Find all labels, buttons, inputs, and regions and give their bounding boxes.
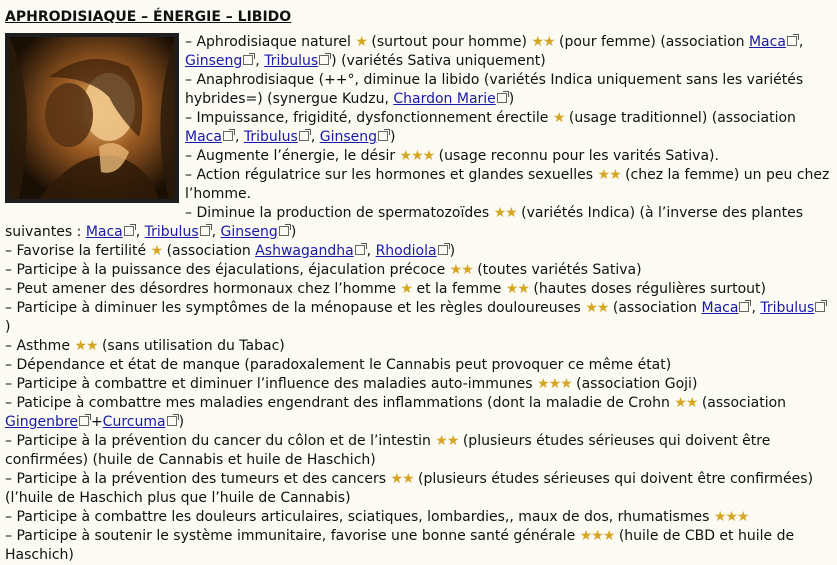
list-item-text: ) — [290, 224, 297, 240]
list-item-text: , — [211, 224, 221, 240]
list-item-text: , — [798, 34, 804, 50]
list-item-text: (hautes doses régulières surtout) — [528, 281, 766, 297]
plant-link[interactable]: Tribulus — [264, 53, 319, 69]
list-item-text: – Asthme — [5, 338, 75, 354]
star-rating-icon: ★★★ — [579, 528, 615, 544]
external-link-icon — [378, 131, 388, 141]
plant-link[interactable]: Maca — [701, 300, 739, 316]
star-rating-icon: ★ — [355, 34, 367, 50]
list-item-text: – Peut amener des désordres hormonaux chez l’homme — [5, 281, 401, 297]
star-rating-icon: ★★ — [74, 338, 98, 354]
list-item — [5, 356, 831, 375]
list-item-text: – Dépendance et état de manque (paradoxalement le Cannabis peut provoquer ce même état) — [5, 357, 672, 373]
list-item-text: (association — [608, 300, 702, 316]
external-link-icon — [787, 36, 797, 46]
list-item-text: , — [135, 224, 145, 240]
list-item-text: ) (variétés Sativa uniquement) — [331, 53, 546, 69]
list-item-text: (association — [697, 395, 787, 411]
list-item-text: et la femme — [412, 281, 506, 297]
list-item — [5, 432, 831, 470]
list-item-text: (association Goji) — [571, 376, 698, 392]
star-rating-icon: ★★ — [585, 300, 609, 316]
list-item — [5, 204, 831, 242]
star-rating-icon: ★ — [400, 281, 413, 297]
external-link-icon — [438, 245, 448, 255]
list-item-text: , — [234, 129, 244, 145]
list-item-text: – Diminue la production de spermatozoïdes — [185, 205, 494, 221]
list-item-text: – Participe à diminuer les symptômes de la ménopause et les règles douloureuses — [5, 300, 586, 316]
list-item-text: – Anaphrodisiaque (++°, diminue la libido (variétés Indica uniquement sans les variétés hybrides=) (synergue Kudzu, — [185, 72, 804, 107]
plant-link[interactable]: Ginseng — [319, 129, 377, 145]
list-item — [5, 527, 831, 565]
page-title: APHRODISIAQUE – ÉNERGIE – LIBIDO — [5, 9, 292, 25]
star-rating-icon: ★★ — [435, 433, 459, 449]
list-item — [5, 242, 831, 261]
external-link-icon — [279, 226, 289, 236]
list-item-text: – Participe à la puissance des éjaculations, éjaculation précoce — [5, 262, 450, 278]
star-rating-icon: ★★ — [449, 262, 473, 278]
list-item-text: ) — [178, 414, 185, 430]
list-item-text: (pour femme) (association — [554, 34, 749, 50]
plant-link[interactable]: Maca — [185, 129, 222, 145]
list-item-text: – Participe à combattre et diminuer l’influence des maladies auto-immunes — [5, 376, 538, 392]
list-item-text: (huile de CBD et huile de Haschich) — [5, 528, 795, 563]
list-item-text: – Participe à combattre les douleurs articulaires, sciatiques, lombardies,, maux de dos, rhumatismes — [5, 509, 714, 525]
plant-link[interactable]: Gingenbre — [5, 414, 78, 430]
external-link-icon — [739, 302, 749, 312]
star-rating-icon: ★ — [552, 110, 565, 126]
list-item-text: (usage reconnu pour les varités Sativa). — [434, 148, 719, 164]
plant-link[interactable]: Chardon Marie — [393, 91, 496, 107]
plant-link[interactable]: Ginseng — [220, 224, 278, 240]
plant-link[interactable]: Ginseng — [185, 53, 243, 69]
star-rating-icon: ★★ — [390, 471, 414, 487]
list-item-text: – Participe à la prévention du cancer du côlon et de l’intestin — [5, 433, 436, 449]
plant-link[interactable]: Ashwagandha — [255, 243, 354, 259]
list-item-text: ) — [5, 319, 11, 335]
list-item-text: , — [751, 300, 761, 316]
list-item-text: (usage traditionnel) (association — [564, 110, 796, 126]
list-item-text: – Participe à la prévention des tumeurs et des cancers — [5, 471, 391, 487]
illustration-image — [5, 33, 179, 203]
list-item-text: (toutes variétés Sativa) — [472, 262, 642, 278]
plant-link[interactable]: Tribulus — [243, 129, 298, 145]
star-rating-icon: ★★★ — [537, 376, 572, 392]
list-item-text: – Participe à soutenir le système immunitaire, favorise une bonne santé générale — [5, 528, 580, 544]
star-rating-icon: ★★★ — [399, 148, 435, 164]
list-item-text: , — [310, 129, 320, 145]
star-rating-icon: ★★ — [674, 395, 698, 411]
list-item-text: (sans utilisation du Tabac) — [97, 338, 285, 354]
list-item-text: , — [366, 243, 376, 259]
list-item-text: (plusieurs études sérieuses qui doivent être confirmées) (l’huile de Haschich plus que l’huile de Cannabis) — [5, 471, 814, 506]
list-item — [5, 394, 831, 432]
star-rating-icon: ★★★ — [713, 509, 749, 525]
list-item-text: – Favorise la fertilité — [5, 243, 151, 259]
plant-link[interactable]: Curcuma — [102, 414, 166, 430]
list-item-text: (plusieurs études sérieuses qui doivent être confirmées) (huile de Cannabis et huile de Haschich) — [5, 433, 771, 468]
external-link-icon — [815, 302, 825, 312]
plant-link[interactable]: Maca — [85, 224, 123, 240]
list-item-text: ) — [449, 243, 456, 259]
list-item-text: (association — [162, 243, 256, 259]
list-item — [5, 375, 831, 394]
external-link-icon — [319, 55, 329, 65]
list-item-text: – Action régulatrice sur les hormones et glandes sexuelles — [185, 167, 598, 183]
list-item-text: – Augmente l’énergie, le désir — [185, 148, 400, 164]
list-item — [5, 470, 831, 508]
external-link-icon — [124, 226, 134, 236]
list-item-text: ) — [390, 129, 396, 145]
external-link-icon — [299, 131, 309, 141]
list-item — [5, 299, 831, 337]
star-rating-icon: ★★ — [597, 167, 621, 183]
list-item — [5, 337, 831, 356]
external-link-icon — [79, 416, 89, 426]
external-link-icon — [223, 131, 233, 141]
external-link-icon — [243, 55, 253, 65]
plant-link[interactable]: Rhodiola — [375, 243, 437, 259]
list-item-text: (surtout pour homme) — [366, 34, 532, 50]
star-rating-icon: ★ — [150, 243, 163, 259]
external-link-icon — [200, 226, 210, 236]
list-item-text: (chez la femme) un peu chez l’homme. — [185, 167, 830, 202]
list-item-text: (variétés Indica) (à l’inverse des plantes suivantes : — [5, 205, 804, 240]
list-item-text: – Paticipe à combattre mes maladies engendrant des inflammations (dont la maladie de Crohn — [5, 395, 675, 411]
list-item-text: – Impuissance, frigidité, dysfonctionnement érectile — [185, 110, 553, 126]
list-item-text: ) — [508, 91, 515, 107]
external-link-icon — [355, 245, 365, 255]
list-item — [5, 508, 831, 527]
plant-link[interactable]: Tribulus — [760, 300, 815, 316]
plant-link[interactable]: Maca — [748, 34, 786, 50]
star-rating-icon: ★★ — [493, 205, 517, 221]
external-link-icon — [497, 93, 507, 103]
plant-link[interactable]: Tribulus — [144, 224, 199, 240]
external-link-icon — [167, 416, 177, 426]
list-item — [5, 280, 831, 299]
star-rating-icon: ★★ — [505, 281, 529, 297]
star-rating-icon: ★★ — [531, 34, 555, 50]
list-item — [5, 261, 831, 280]
list-item-text: – Aphrodisiaque naturel — [185, 34, 356, 50]
list-item-text: + — [90, 414, 103, 430]
list-item-text: , — [255, 53, 265, 69]
